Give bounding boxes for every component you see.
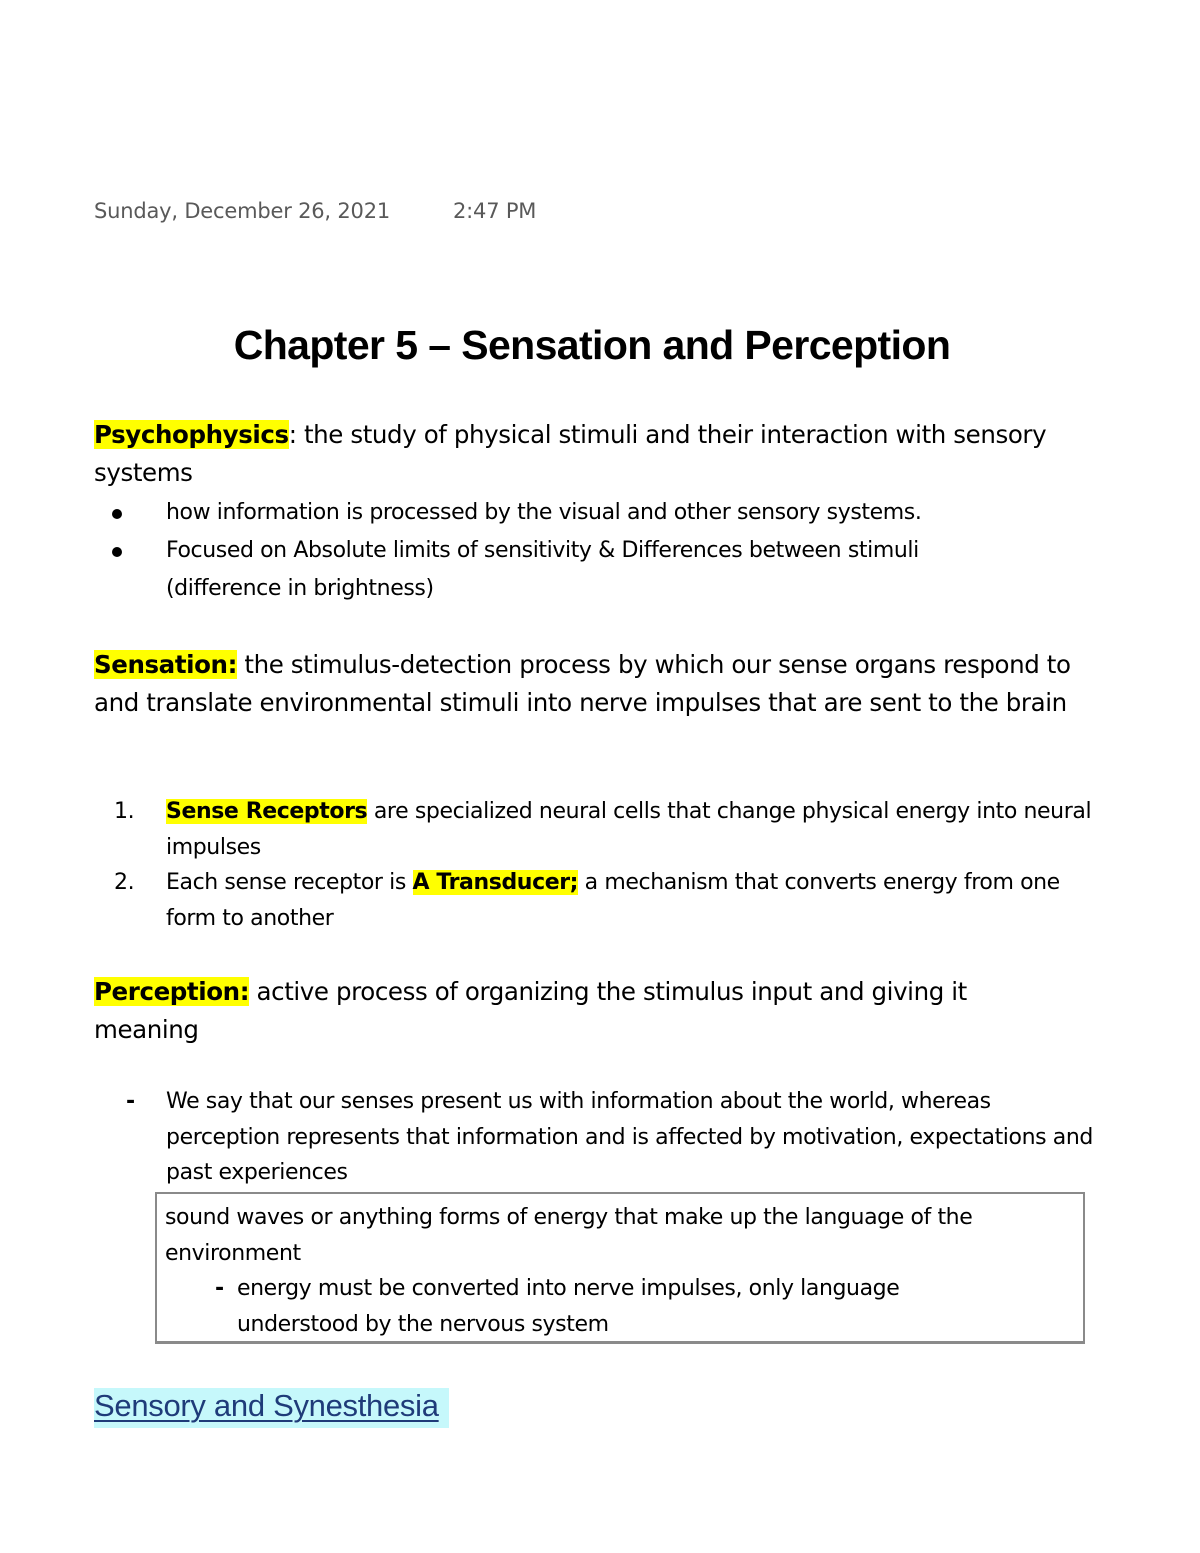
list-item: - We say that our senses present us with information about the world, whereas perception represents that information and is affected by motivation, expectations and past experiences (126, 1089, 1093, 1185)
sensation-section (94, 646, 1104, 722)
timestamp (94, 199, 537, 223)
psychophysics-section (94, 416, 1104, 608)
perception-section (94, 973, 1104, 1049)
list-item: 2. Each sense receptor is A Transducer; a mechanism that converts energy from one form to another (114, 870, 1060, 931)
perception-definition (94, 973, 1104, 1049)
section-heading: Sensory and Synesthesia (94, 1388, 449, 1428)
perception-term: Perception: (94, 977, 250, 1006)
list-item: 1. Sense Receptors are specialized neural cells that change physical energy into neural impulses (114, 799, 1092, 860)
psychophysics-bullets (94, 494, 1104, 608)
perception-note (94, 1084, 1104, 1191)
bullet-icon (112, 509, 122, 519)
sense-receptors-term: Sense Receptors (166, 799, 368, 824)
psychophysics-definition (94, 416, 1104, 492)
page-title: Chapter 5 – Sensation and Perception (233, 322, 951, 368)
sensation-term: Sensation: (94, 650, 238, 679)
psychophysics-term: Psychophysics (94, 420, 289, 449)
list-item: how information is processed by the visual and other sensory systems. (94, 494, 1104, 532)
perception-text: active process of organizing the stimulus input and giving it meaning (94, 977, 967, 1044)
list-item: Focused on Absolute limits of sensitivity & Differences between stimuli (difference in brightness) (94, 532, 1104, 608)
sensation-text: the stimulus-detection process by which our sense organs respond to and translate environmental stimuli into nerve impulses that are sent to the brain (94, 650, 1071, 717)
sensation-list (94, 794, 1104, 936)
bullet-icon (112, 547, 122, 557)
list-item: - energy must be converted into nerve impulses, only language understood by the nervous system (215, 1276, 900, 1337)
note-date: Sunday, December 26, 2021 (94, 199, 391, 223)
note-box (155, 1192, 1085, 1344)
sensation-definition (94, 646, 1104, 722)
note-time: 2:47 PM (453, 199, 537, 223)
transducer-term: A Transducer; (412, 870, 579, 895)
psychophysics-text: : the study of physical stimuli and their interaction with sensory systems (94, 420, 1047, 487)
note-box-text: sound waves or anything forms of energy that make up the language of the environment (165, 1205, 973, 1266)
